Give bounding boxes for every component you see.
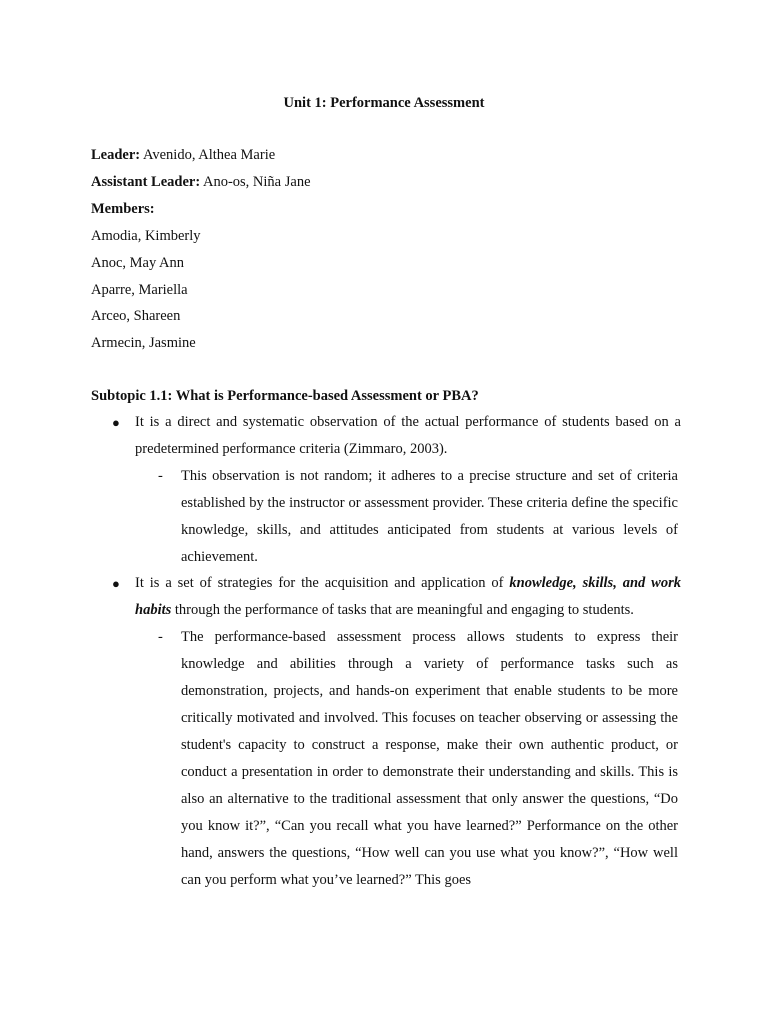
- bullet-icon: ●: [112, 415, 120, 430]
- member-name: Aparre, Mariella: [91, 282, 188, 298]
- leader-line: [91, 145, 275, 165]
- dash-marker: -: [158, 468, 163, 484]
- members-label: Members:: [91, 201, 155, 217]
- assistant-leader-name: Ano-os, Niña Jane: [202, 174, 311, 190]
- member-name: Amodia, Kimberly: [91, 228, 201, 244]
- bullet-text: It is a set of strategies for the acquisition and application of knowledge, skills, and work habits through the performance of tasks that are meaningful and engaging to students.: [135, 575, 681, 618]
- bullet-icon: ●: [112, 576, 120, 591]
- leader-label: Leader:: [91, 147, 141, 163]
- assistant-leader-line: [91, 172, 311, 192]
- dash-marker: -: [158, 629, 163, 645]
- sub-item-text: This observation is not random; it adheres to a precise structure and set of criteria established by the instructor or assessment provider. These criteria define the specific knowledge, skills, and attitudes anticipated from students at various levels of achievement.: [181, 468, 678, 565]
- sub-item-text: The performance-based assessment process allows students to express their knowledge and abilities through a variety of performance tasks such as demonstration, projects, and hands-on experiment that enable students to be more critically motivated and involved. This focuses on teacher observing or assessing the student's capacity to construct a response, make their own authentic product, or conduct a presentation in order to demonstrate their understanding and skills. This is also an alternative to the traditional assessment that only answer the questions, “Do you know it?”, “Can you recall what you have learned?” Performance on the other hand, answers the questions, “How well can you use what you know?”, “How well can you perform what you’ve learned?” This goes: [181, 629, 678, 888]
- member-name: Anoc, May Ann: [91, 255, 185, 271]
- emphasis-text: knowledge, skills, and work habits: [135, 575, 681, 618]
- subtopic-heading: Subtopic 1.1: What is Performance-based Assessment or PBA?: [91, 388, 479, 404]
- member-name: Arceo, Shareen: [91, 308, 181, 324]
- bullet-item: [91, 570, 681, 624]
- bullet-text: It is a direct and systematic observation of the actual performance of students based on a predetermined performance criteria (Zimmaro, 2003).: [135, 414, 681, 457]
- sub-item: [158, 624, 678, 894]
- bullet-item: [91, 409, 681, 463]
- sub-item: [158, 463, 678, 571]
- leader-name: Avenido, Althea Marie: [142, 147, 276, 163]
- member-name: Armecin, Jasmine: [91, 335, 196, 351]
- document-title: Unit 1: Performance Assessment: [283, 95, 485, 111]
- assistant-leader-label: Assistant Leader:: [91, 174, 201, 190]
